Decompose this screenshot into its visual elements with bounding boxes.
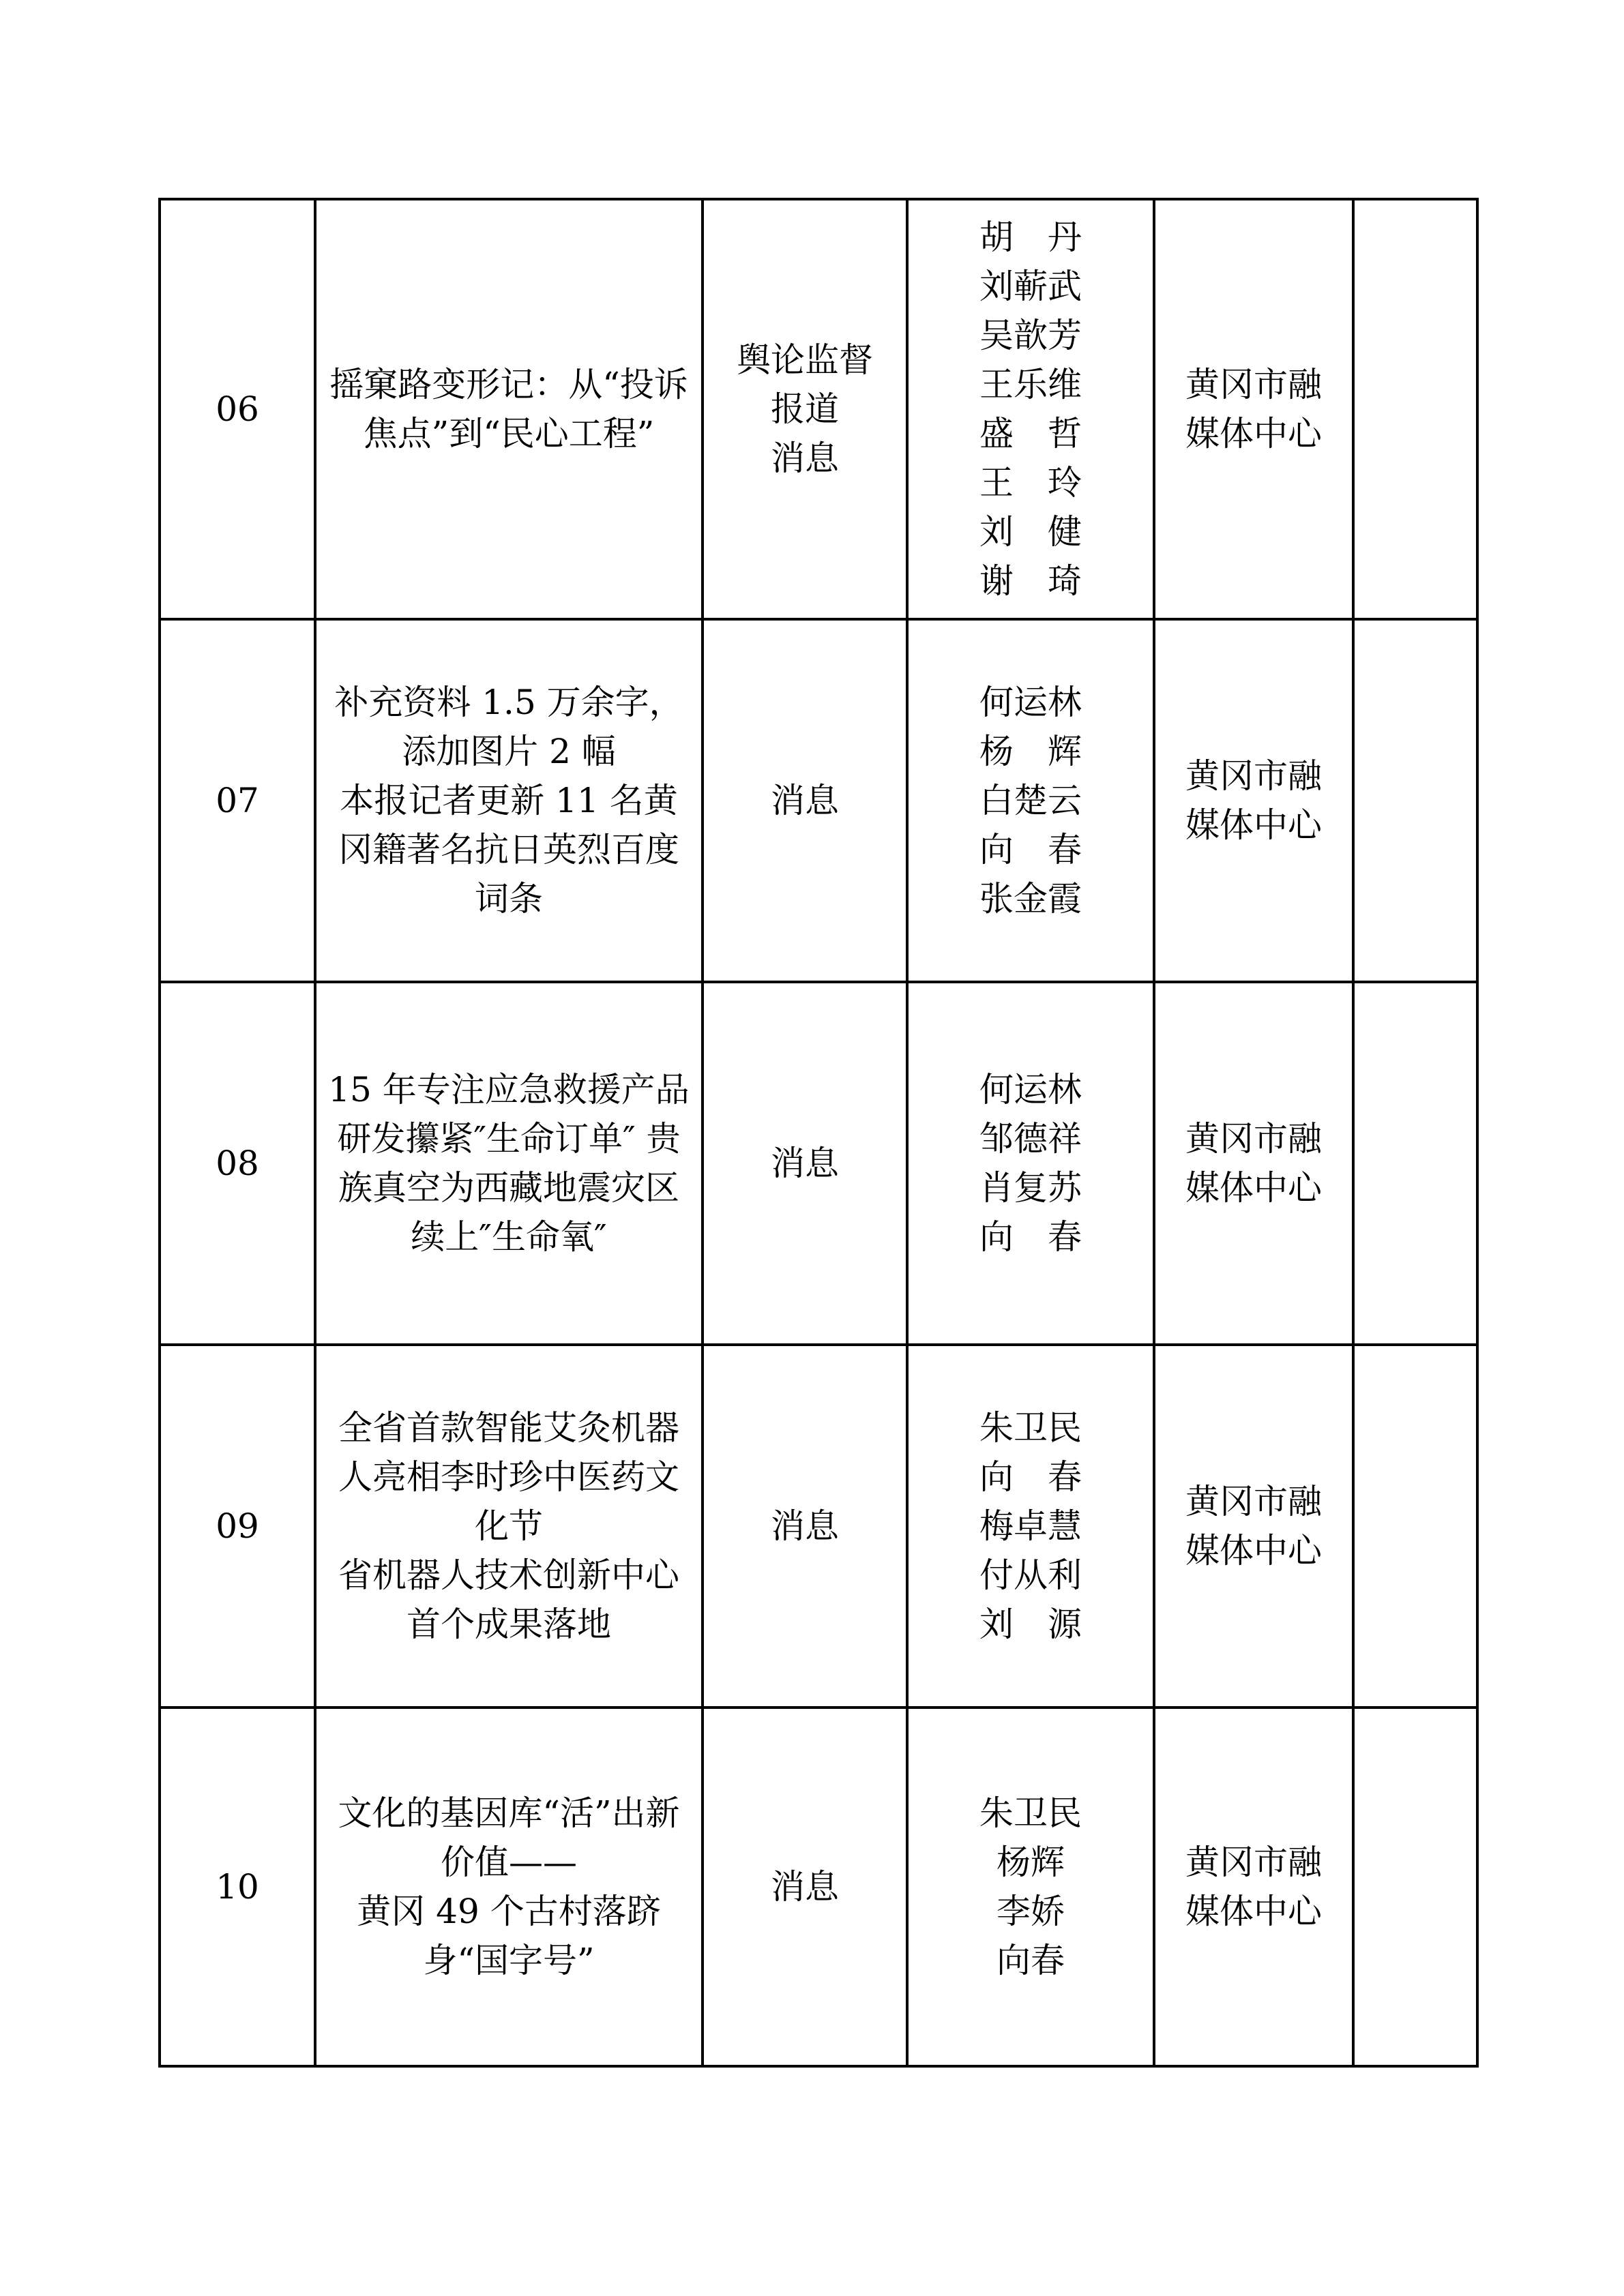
work-title: 15 年专注应急救援产品研发攥紧″生命订单″ 贵族真空为西藏地震灾区续上″生命氧″	[315, 982, 703, 1345]
awards-table	[158, 198, 1479, 2068]
work-title: 补充资料 1.5 万余字，添加图片 2 幅 本报记者更新 11 名黄冈籍著名抗日英烈百度词条	[315, 619, 703, 982]
work-category: 消息	[703, 1345, 907, 1708]
row-number: 08	[160, 982, 315, 1345]
remark-cell	[1353, 982, 1477, 1345]
author-names: 朱卫民 向 春 梅卓慧 付从利 刘 源	[907, 1345, 1154, 1708]
remark-cell	[1353, 199, 1477, 619]
author-names: 胡 丹 刘蕲武 吴歆芳 王乐维 盛 哲 王 玲 刘 健 谢 琦	[907, 199, 1154, 619]
publishing-unit: 黄冈市融 媒体中心	[1154, 619, 1353, 982]
table-row	[160, 199, 1477, 619]
publishing-unit: 黄冈市融 媒体中心	[1154, 1345, 1353, 1708]
table-row	[160, 619, 1477, 982]
work-category: 消息	[703, 1708, 907, 2066]
publishing-unit: 黄冈市融 媒体中心	[1154, 199, 1353, 619]
work-category: 消息	[703, 982, 907, 1345]
work-title: 全省首款智能艾灸机器人亮相李时珍中医药文化节 省机器人技术创新中心首个成果落地	[315, 1345, 703, 1708]
remark-cell	[1353, 1345, 1477, 1708]
remark-cell	[1353, 1708, 1477, 2066]
work-category: 舆论监督 报道 消息	[703, 199, 907, 619]
work-category: 消息	[703, 619, 907, 982]
author-names: 何运林 杨 辉 白楚云 向 春 张金霞	[907, 619, 1154, 982]
author-names: 何运林 邹德祥 肖复苏 向 春	[907, 982, 1154, 1345]
table-row	[160, 1708, 1477, 2066]
work-title: 文化的基因库“活”出新价值—— 黄冈 49 个古村落跻身“国字号”	[315, 1708, 703, 2066]
table-row	[160, 982, 1477, 1345]
row-number: 07	[160, 619, 315, 982]
row-number: 10	[160, 1708, 315, 2066]
publishing-unit: 黄冈市融 媒体中心	[1154, 982, 1353, 1345]
remark-cell	[1353, 619, 1477, 982]
author-names: 朱卫民 杨辉 李娇 向春	[907, 1708, 1154, 2066]
work-title: 摇窠路变形记：从“投诉焦点”到“民心工程”	[315, 199, 703, 619]
table-row	[160, 1345, 1477, 1708]
publishing-unit: 黄冈市融 媒体中心	[1154, 1708, 1353, 2066]
row-number: 06	[160, 199, 315, 619]
row-number: 09	[160, 1345, 315, 1708]
